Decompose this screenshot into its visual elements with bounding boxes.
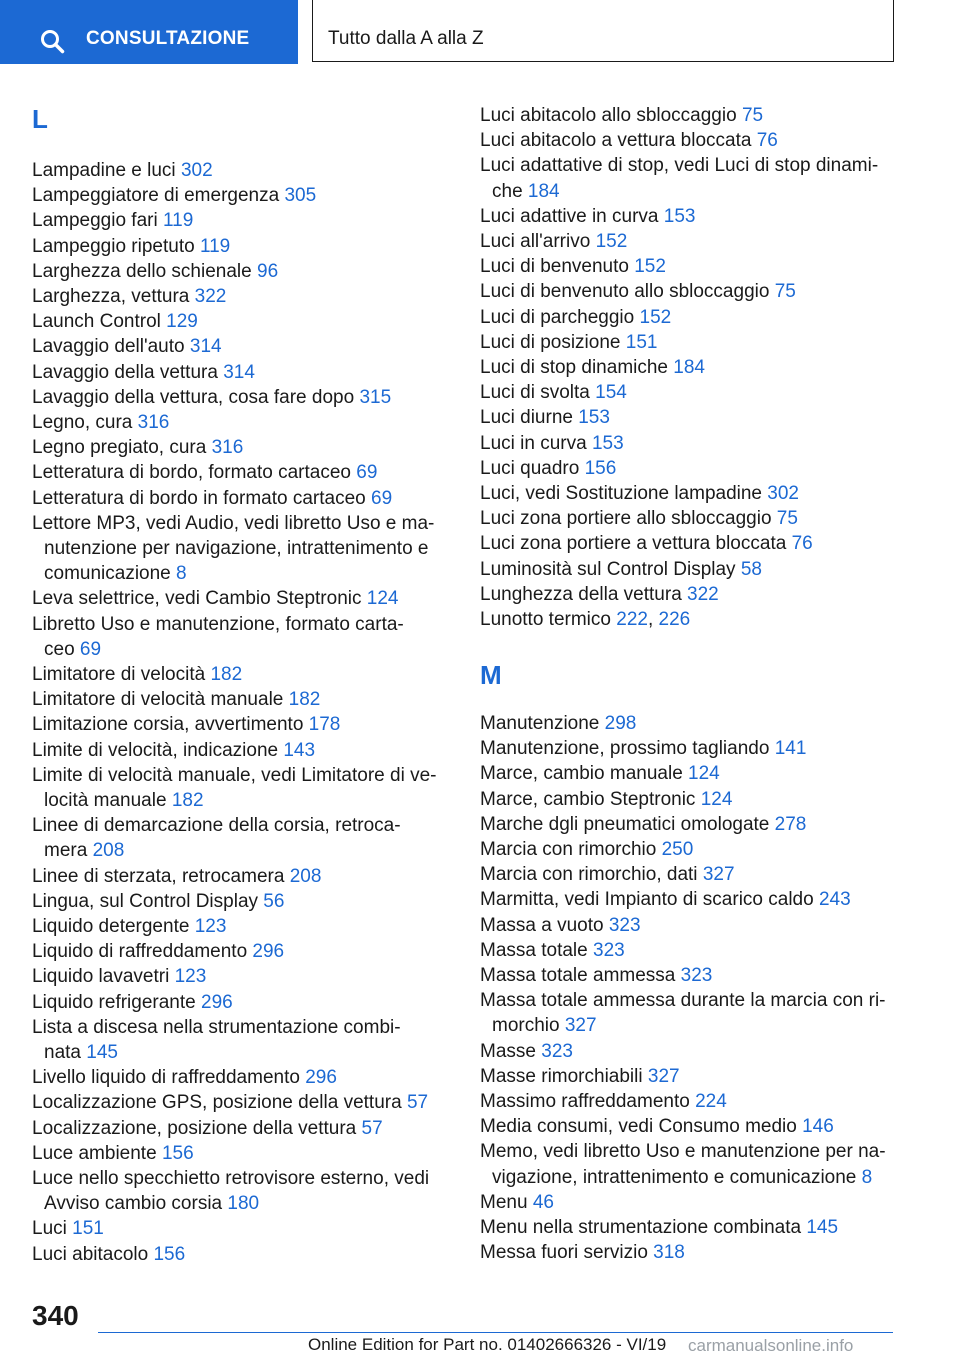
page-link[interactable]: 124	[366, 588, 399, 610]
entry-term: vigazione, intrattenimento e comunicazione	[492, 1166, 857, 1188]
page-link[interactable]: 151	[625, 331, 658, 353]
page-link[interactable]: 327	[702, 864, 735, 886]
entry-term: Luci, vedi Sostituzione lampadine	[480, 483, 763, 504]
page-link[interactable]: 152	[639, 306, 672, 328]
index-entry	[480, 1064, 680, 1089]
index-entry	[480, 787, 732, 812]
index-entry	[32, 460, 377, 485]
page-link[interactable]: 226	[658, 609, 691, 630]
entry-term: Larghezza dello schienale	[32, 260, 252, 282]
page-link[interactable]: 153	[663, 205, 696, 227]
breadcrumb[interactable]	[312, 0, 894, 62]
index-entry	[32, 990, 233, 1015]
index-entry	[480, 862, 735, 887]
page-link[interactable]: 96	[257, 260, 279, 282]
entry-term: Limite di velocità manuale, vedi Limitatore di ve-	[32, 764, 437, 786]
page-link[interactable]: 314	[189, 336, 222, 358]
entry-term: Luci	[32, 1218, 67, 1240]
page-link[interactable]: 184	[673, 357, 705, 378]
entry-term: nutenzione per navigazione, intrattenimento e	[44, 538, 429, 559]
index-entry	[480, 938, 625, 963]
index-entry	[480, 506, 798, 531]
entry-term: Lampadine e luci	[32, 160, 176, 181]
entry-term: Launch Control	[32, 311, 161, 333]
page-link[interactable]: 76	[756, 130, 778, 152]
entry-term: Massa totale ammessa durante la marcia con ri-	[480, 990, 886, 1012]
entry-term: Menu	[480, 1191, 528, 1213]
entry-term: Media consumi, vedi Consumo medio	[480, 1116, 797, 1138]
page-link[interactable]: 145	[86, 1042, 118, 1063]
entry-term: Luci in curva	[480, 432, 587, 454]
index-entry	[480, 254, 666, 279]
page-link[interactable]: 156	[584, 457, 617, 479]
page-link[interactable]: 184	[527, 180, 560, 202]
entry-term: nata	[44, 1042, 81, 1063]
index-entry	[32, 1216, 104, 1241]
entry-term: Liquido detergente	[32, 916, 190, 937]
page-link[interactable]: 323	[608, 914, 641, 936]
footer-divider	[98, 1332, 893, 1333]
entry-term: Luci abitacolo allo sbloccaggio	[480, 105, 737, 126]
index-entry	[480, 582, 719, 607]
entry-term: Lampeggio ripetuto	[32, 235, 195, 257]
entry-term: mera	[44, 840, 88, 862]
index-entry	[32, 1242, 185, 1267]
index-entry	[32, 1166, 429, 1216]
page-link[interactable]: 152	[634, 256, 666, 278]
page-link[interactable]: 182	[210, 664, 243, 685]
entry-term: Liquido refrigerante	[32, 991, 196, 1013]
entry-term: Lampeggiatore di emergenza	[32, 185, 280, 207]
index-entry	[480, 431, 624, 456]
tab-label: CONSULTAZIONE	[86, 28, 250, 49]
search-icon	[40, 29, 66, 55]
index-entry	[480, 1039, 573, 1064]
page-link[interactable]: 156	[153, 1243, 186, 1265]
index-entry	[32, 360, 255, 385]
index-entry	[32, 712, 340, 737]
entry-term: Luci zona portiere allo sbloccaggio	[480, 508, 772, 530]
page-link[interactable]: 305	[284, 185, 317, 207]
page-link[interactable]: 296	[252, 941, 285, 963]
index-entry	[32, 964, 206, 989]
entry-term: Luci di benvenuto allo sbloccaggio	[480, 281, 770, 303]
watermark: carmanualsonline.info	[688, 1336, 854, 1355]
index-entry	[32, 1116, 383, 1141]
entry-term: Luce nello specchietto retrovisore esterno, vedi	[32, 1168, 430, 1189]
index-entry	[32, 410, 169, 435]
entry-term: Manutenzione	[480, 713, 600, 734]
entry-term: Marce, cambio Steptronic	[480, 788, 696, 810]
page-link[interactable]: 57	[361, 1117, 383, 1139]
page-link[interactable]: 58	[740, 558, 762, 580]
page-link[interactable]: 250	[661, 839, 694, 860]
entry-term: Legno pregiato, cura	[32, 437, 207, 459]
entry-term: Limitatore di velocità manuale	[32, 689, 284, 711]
page-link[interactable]: 69	[79, 638, 102, 660]
index-entry	[32, 914, 226, 939]
entry-term: Limitazione corsia, avvertimento	[32, 714, 304, 736]
index-entry	[480, 988, 886, 1038]
index-entry	[480, 128, 778, 153]
page-link[interactable]: 124	[700, 788, 733, 810]
index-entry	[480, 812, 806, 837]
entry-term: Liquido lavavetri	[32, 966, 170, 988]
index-entry	[32, 889, 284, 914]
page-link[interactable]: 152	[595, 231, 628, 252]
entry-term: Luci di stop dinamiche	[480, 357, 668, 378]
page-link[interactable]: 180	[227, 1193, 260, 1215]
entry-term: Lettore MP3, vedi Audio, vedi libretto Uso e ma-	[32, 512, 435, 534]
page-link[interactable]: 323	[541, 1040, 573, 1062]
index-entry	[32, 183, 316, 208]
index-entry	[32, 813, 401, 863]
entry-term: Liquido di raffreddamento	[32, 941, 248, 963]
entry-term: Marche dgli pneumatici omologate	[480, 813, 770, 835]
page-link[interactable]: 178	[308, 714, 341, 736]
index-entry	[480, 456, 616, 481]
index-entry	[32, 864, 321, 889]
page-link[interactable]: 208	[92, 840, 125, 862]
entry-term: Localizzazione, posizione della vettura	[32, 1117, 357, 1139]
index-entry	[480, 711, 636, 736]
entry-term: Luci all'arrivo	[480, 231, 591, 252]
page-link[interactable]: 153	[578, 407, 610, 429]
index-entry	[32, 586, 398, 611]
entry-term: Massa totale	[480, 939, 588, 961]
index-entry	[480, 481, 799, 506]
entry-term: Lampeggio fari	[32, 210, 158, 232]
entry-term: Leva selettrice, vedi Cambio Steptronic	[32, 588, 362, 610]
page-link[interactable]: 296	[201, 991, 233, 1013]
page-link[interactable]: 69	[356, 462, 378, 484]
entry-term: Lavaggio della vettura, cosa fare dopo	[32, 386, 355, 408]
entry-term: Livello liquido di raffreddamento	[32, 1067, 300, 1089]
index-entry	[480, 204, 695, 229]
tab-consultazione[interactable]	[0, 0, 298, 64]
page-link[interactable]: 76	[791, 533, 813, 555]
index-entry	[480, 1114, 834, 1139]
entry-term: Luce ambiente	[32, 1142, 157, 1164]
entry-term: Massimo raffreddamento	[480, 1091, 690, 1112]
entry-term: Luci di parcheggio	[480, 306, 635, 328]
page-link[interactable]: 182	[171, 790, 204, 811]
page-link[interactable]: 302	[767, 483, 799, 504]
page-link[interactable]: 222	[616, 609, 648, 630]
entry-term: Limite di velocità, indicazione	[32, 739, 279, 761]
index-entry	[32, 385, 391, 410]
entry-term: Luci di svolta	[480, 382, 590, 404]
entry-term: Massa a vuoto	[480, 914, 604, 936]
page-link[interactable]: 154	[595, 382, 627, 404]
page-link[interactable]: 75	[741, 105, 764, 126]
section-letter-l: L	[32, 104, 48, 134]
index-entry	[32, 1065, 337, 1090]
index-entry	[32, 1015, 401, 1065]
page-link[interactable]: 327	[564, 1015, 597, 1037]
page-link[interactable]: 69	[371, 487, 393, 509]
index-entry	[480, 531, 813, 556]
index-entry	[32, 284, 226, 309]
index-entry	[480, 1089, 727, 1114]
entry-term: Localizzazione GPS, posizione della vettura	[32, 1092, 402, 1114]
entry-term: Luci di benvenuto	[480, 256, 629, 278]
index-entry	[32, 687, 320, 712]
entry-term: Masse	[480, 1040, 536, 1062]
entry-term: Luci diurne	[480, 407, 573, 429]
entry-term: Massa totale ammessa	[480, 965, 676, 986]
page-link[interactable]: 141	[774, 738, 807, 760]
entry-term: comunicazione	[44, 563, 171, 585]
entry-term: Limitatore di velocità	[32, 664, 206, 685]
index-entry	[32, 662, 242, 687]
index-entry	[32, 334, 222, 359]
header	[0, 0, 960, 66]
index-entry	[480, 305, 671, 330]
page-link[interactable]: 56	[263, 890, 285, 912]
entry-term: Lunghezza della vettura	[480, 583, 682, 605]
page-link[interactable]: 8	[176, 563, 187, 585]
page-link[interactable]: 327	[647, 1065, 680, 1087]
entry-term: Luci abitacolo a vettura bloccata	[480, 130, 752, 152]
index-entry	[480, 887, 851, 912]
page-link[interactable]: 322	[194, 286, 227, 307]
entry-term: Letteratura di bordo in formato cartaceo	[32, 487, 366, 509]
index-entry	[480, 557, 762, 582]
index-entry	[480, 837, 693, 862]
index-entry	[480, 380, 627, 405]
index-entry	[32, 486, 392, 511]
index-entry	[480, 355, 705, 380]
entry-term: Menu nella strumentazione combinata	[480, 1217, 802, 1238]
edition-info: Online Edition for Part no. 01402666326 - VI/19	[308, 1335, 667, 1354]
page-link[interactable]: 119	[162, 210, 194, 232]
page-link[interactable]: 298	[604, 713, 637, 734]
entry-term: locità manuale	[44, 790, 167, 811]
index-entry	[480, 913, 641, 938]
entry-term: Lingua, sul Control Display	[32, 890, 259, 912]
index-entry	[480, 153, 878, 203]
index-entry	[480, 761, 720, 786]
entry-term: Lavaggio della vettura	[32, 361, 218, 383]
index-entry	[32, 612, 404, 662]
entry-term: Lunotto termico	[480, 609, 611, 630]
page-link[interactable]: 316	[137, 412, 170, 433]
page-link[interactable]: 182	[288, 689, 321, 711]
page-link[interactable]: 323	[680, 965, 713, 986]
index-entry	[480, 279, 796, 304]
page-link[interactable]: 57	[406, 1092, 429, 1114]
page-link[interactable]: 296	[305, 1067, 337, 1089]
page-link[interactable]: 156	[161, 1142, 194, 1164]
page-link[interactable]: 322	[687, 583, 719, 605]
index-entry	[480, 330, 657, 355]
entry-term: Letteratura di bordo, formato cartaceo	[32, 462, 351, 484]
page-link[interactable]: 278	[774, 813, 807, 835]
index-entry	[32, 738, 315, 763]
entry-term: Marcia con rimorchio, dati	[480, 864, 698, 886]
entry-term: che	[492, 180, 523, 202]
page-link[interactable]: 224	[695, 1091, 727, 1112]
page-number: 340	[32, 1300, 79, 1331]
page-link[interactable]: 315	[359, 386, 392, 408]
entry-term: Legno, cura	[32, 412, 133, 433]
index-entry	[480, 1240, 685, 1265]
index-entry: Lunotto termico 222, 226	[480, 609, 691, 630]
entry-term: Luci zona portiere a vettura bloccata	[480, 533, 787, 555]
index-entry	[480, 229, 627, 254]
entry-term: Luci adattive in curva	[480, 205, 659, 227]
entry-term: ceo	[44, 638, 75, 660]
section-letter-m: M	[480, 660, 502, 691]
index-entry	[32, 511, 434, 587]
entry-term: Marce, cambio manuale	[480, 763, 683, 785]
index-entry	[480, 103, 763, 128]
index-entry	[32, 259, 278, 284]
page-link[interactable]: 318	[653, 1242, 685, 1264]
page-link[interactable]: 151	[72, 1218, 104, 1240]
index-entry	[32, 234, 230, 259]
index-entry	[480, 1139, 886, 1189]
index-entry	[480, 963, 712, 988]
entry-term: Luci adattative di stop, vedi Luci di stop dinami-	[480, 155, 879, 177]
index-entry	[480, 1190, 554, 1215]
page-link[interactable]: 302	[180, 160, 213, 181]
entry-term: Lavaggio dell'auto	[32, 336, 185, 358]
page-link[interactable]: 208	[289, 865, 322, 887]
page-link[interactable]: 75	[776, 508, 798, 530]
page-link[interactable]: 146	[802, 1116, 834, 1138]
entry-term: Manutenzione, prossimo tagliando	[480, 738, 770, 760]
index-entry	[32, 1090, 428, 1115]
page-link[interactable]: 145	[806, 1217, 839, 1238]
page-link[interactable]: 8	[861, 1166, 873, 1188]
entry-term: morchio	[492, 1015, 560, 1037]
page-link[interactable]: 129	[166, 311, 198, 333]
entry-term: Masse rimorchiabili	[480, 1065, 643, 1087]
page-link[interactable]: 46	[532, 1191, 554, 1213]
index-entry	[32, 435, 243, 460]
entry-term: Marmitta, vedi Impianto di scarico caldo	[480, 889, 814, 911]
entry-term: Avviso cambio corsia	[44, 1193, 223, 1215]
index-entry	[32, 309, 198, 334]
page-link[interactable]: 123	[194, 916, 227, 937]
index-entry	[32, 763, 436, 813]
entry-term: Larghezza, vettura	[32, 286, 190, 307]
breadcrumb-label: Tutto dalla A alla Z	[328, 28, 484, 49]
entry-term: Luci quadro	[480, 457, 580, 479]
entry-term: Linee di demarcazione della corsia, retroca-	[32, 815, 401, 837]
entry-term: Lista a discesa nella strumentazione combi-	[32, 1016, 401, 1038]
page-link[interactable]: 323	[593, 939, 625, 961]
entry-term: Luminosità sul Control Display	[480, 558, 736, 580]
entry-term: Luci di posizione	[480, 331, 621, 353]
index-entry	[480, 736, 806, 761]
page-link[interactable]: 124	[688, 763, 720, 785]
index-entry	[32, 158, 213, 183]
page-link[interactable]: 123	[174, 966, 207, 988]
page-link[interactable]: 119	[199, 235, 231, 257]
page-link[interactable]: 316	[211, 437, 244, 459]
index-entry	[32, 1141, 194, 1166]
page-link[interactable]: 143	[283, 739, 316, 761]
entry-term: Marcia con rimorchio	[480, 839, 657, 860]
entry-term: Libretto Uso e manutenzione, formato carta-	[32, 613, 404, 635]
entry-term: Messa fuori servizio	[480, 1242, 648, 1264]
index-entry	[32, 208, 193, 233]
index-entry	[480, 405, 610, 430]
index-entry	[480, 1215, 838, 1240]
page-link[interactable]: 153	[591, 432, 624, 454]
page-link[interactable]: 75	[774, 281, 796, 303]
page-link[interactable]: 243	[818, 889, 851, 911]
index-entry	[32, 939, 284, 964]
entry-term: Linee di sterzata, retrocamera	[32, 865, 285, 887]
page-link[interactable]: 314	[223, 361, 255, 383]
entry-term: Memo, vedi libretto Uso e manutenzione per na-	[480, 1141, 886, 1163]
entry-term: Luci abitacolo	[32, 1243, 149, 1265]
